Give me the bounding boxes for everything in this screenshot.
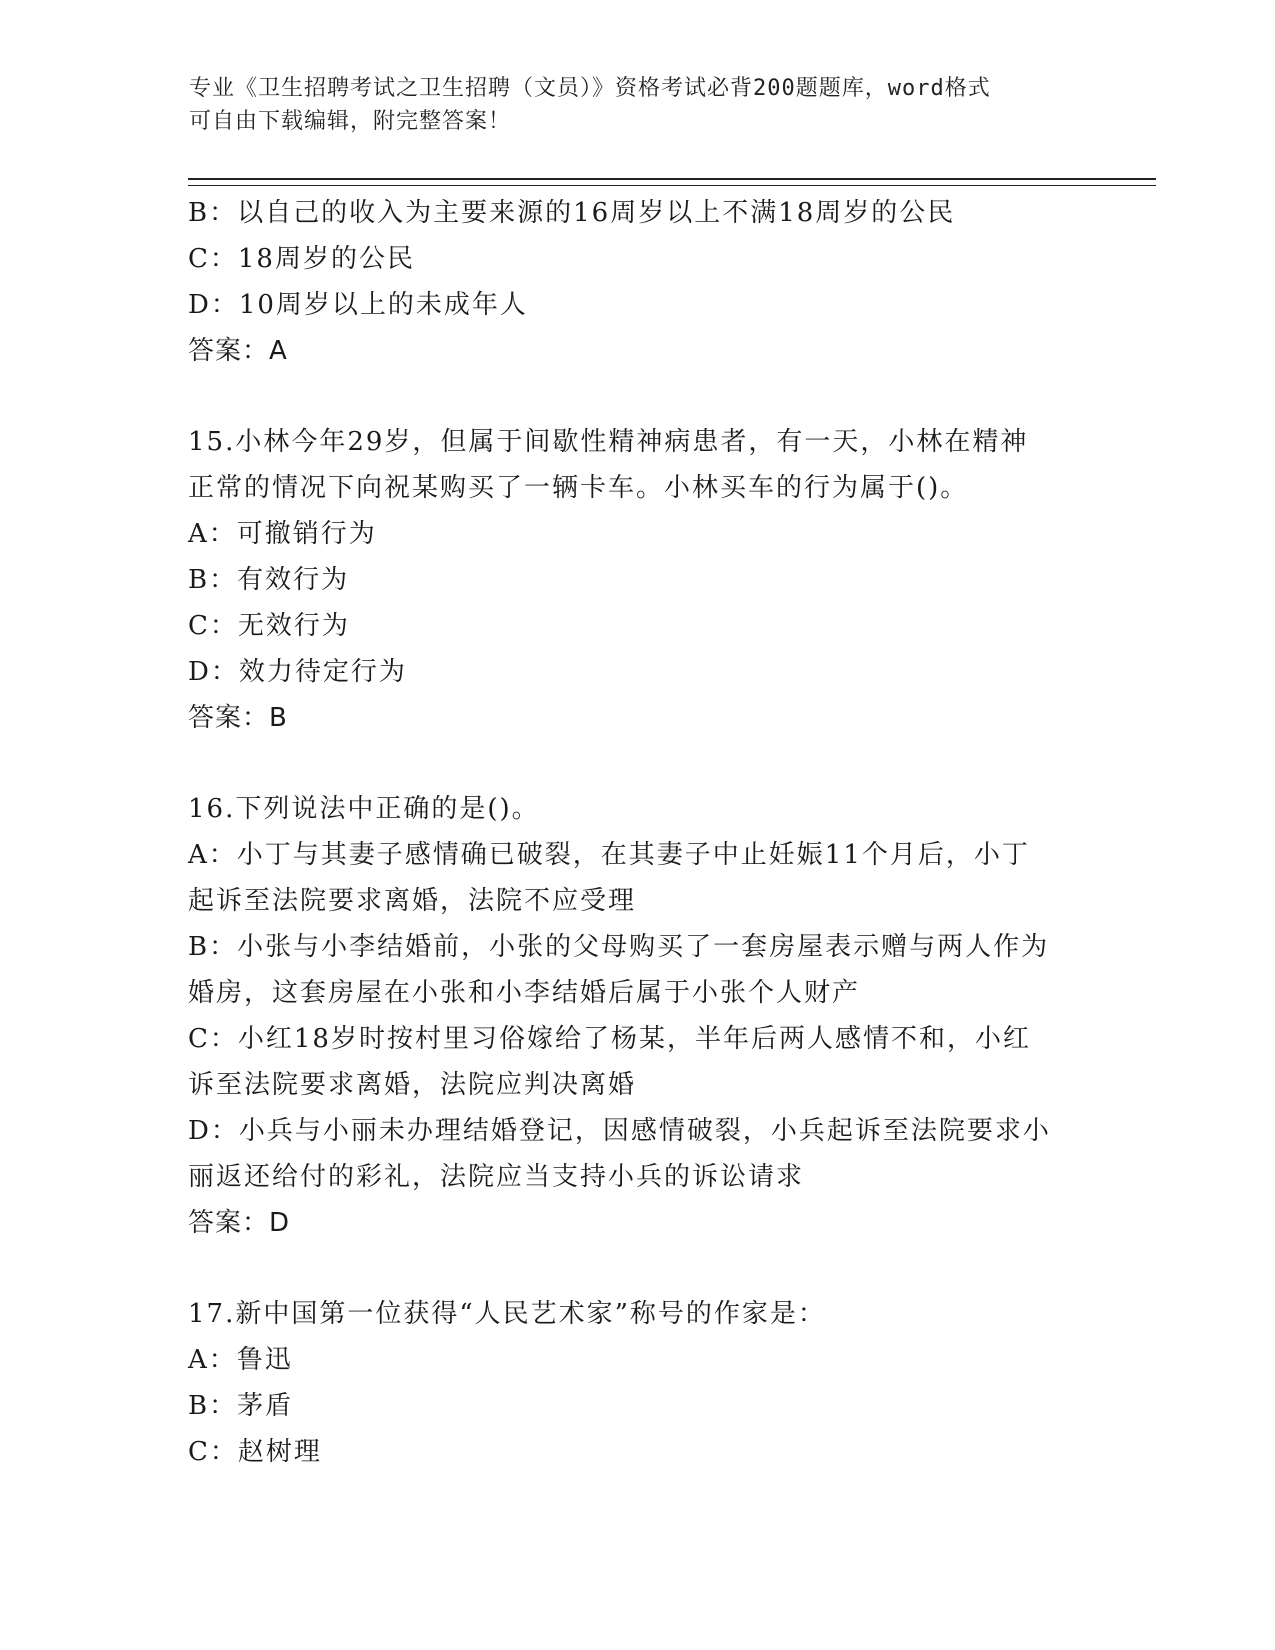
header-title-line-2: 可自由下载编辑，附完整答案！ [189, 109, 512, 134]
question-list [188, 190, 1088, 1475]
header-title-line-1: 专业《卫生招聘考试之卫生招聘（文员）》资格考试必背200题题库，word格式 [189, 76, 991, 101]
spacer [188, 1246, 1088, 1291]
option-b: B：茅盾 [188, 1391, 294, 1421]
option-c: C：18周岁的公民 [188, 244, 415, 274]
option-a-continued: 起诉至法院要求离婚，法院不应受理 [188, 886, 637, 916]
option-d: D：小兵与小丽未办理结婚登记，因感情破裂，小兵起诉至法院要求小 [188, 1116, 1051, 1146]
question-text-line: 15.小林今年29岁，但属于间歇性精神病患者，有一天，小林在精神 [188, 427, 1029, 457]
option-c-continued: 诉至法院要求离婚，法院应判决离婚 [188, 1070, 637, 1100]
option-c: C：小红18岁时按村里习俗嫁给了杨某，半年后两人感情不和，小红 [188, 1024, 1031, 1054]
option-b: B：以自己的收入为主要来源的16周岁以上不满18周岁的公民 [188, 198, 956, 228]
option-b-continued: 婚房，这套房屋在小张和小李结婚后属于小张个人财产 [188, 978, 861, 1008]
option-c: C：赵树理 [188, 1437, 322, 1467]
question-text-line: 正常的情况下向祝某购买了一辆卡车。小林买车的行为属于()。 [188, 473, 969, 503]
question-text-line: 16.下列说法中正确的是()。 [188, 794, 540, 824]
option-a: A：可撤销行为 [188, 519, 377, 549]
option-d: D：效力待定行为 [188, 657, 407, 687]
option-d: D：10周岁以上的未成年人 [188, 290, 528, 320]
document-header [189, 72, 1089, 138]
answer-line: 答案：D [188, 1208, 291, 1238]
question-17 [188, 1291, 1088, 1475]
question-14-remainder [188, 190, 1088, 374]
spacer [188, 374, 1088, 419]
answer-line: 答案：B [188, 703, 288, 733]
option-c: C：无效行为 [188, 611, 350, 641]
question-text-line: 17.新中国第一位获得“人民艺术家”称号的作家是： [188, 1299, 826, 1329]
header-divider [188, 178, 1156, 186]
question-15 [188, 419, 1088, 741]
question-16 [188, 786, 1088, 1246]
option-b: B：有效行为 [188, 565, 350, 595]
spacer [188, 741, 1088, 786]
option-b: B：小张与小李结婚前，小张的父母购买了一套房屋表示赠与两人作为 [188, 932, 1050, 962]
option-a: A：小丁与其妻子感情确已破裂，在其妻子中止妊娠11个月后，小丁 [188, 840, 1030, 870]
option-a: A：鲁迅 [188, 1345, 293, 1375]
option-d-continued: 丽返还给付的彩礼，法院应当支持小兵的诉讼请求 [188, 1162, 805, 1192]
answer-line: 答案：A [188, 336, 288, 366]
